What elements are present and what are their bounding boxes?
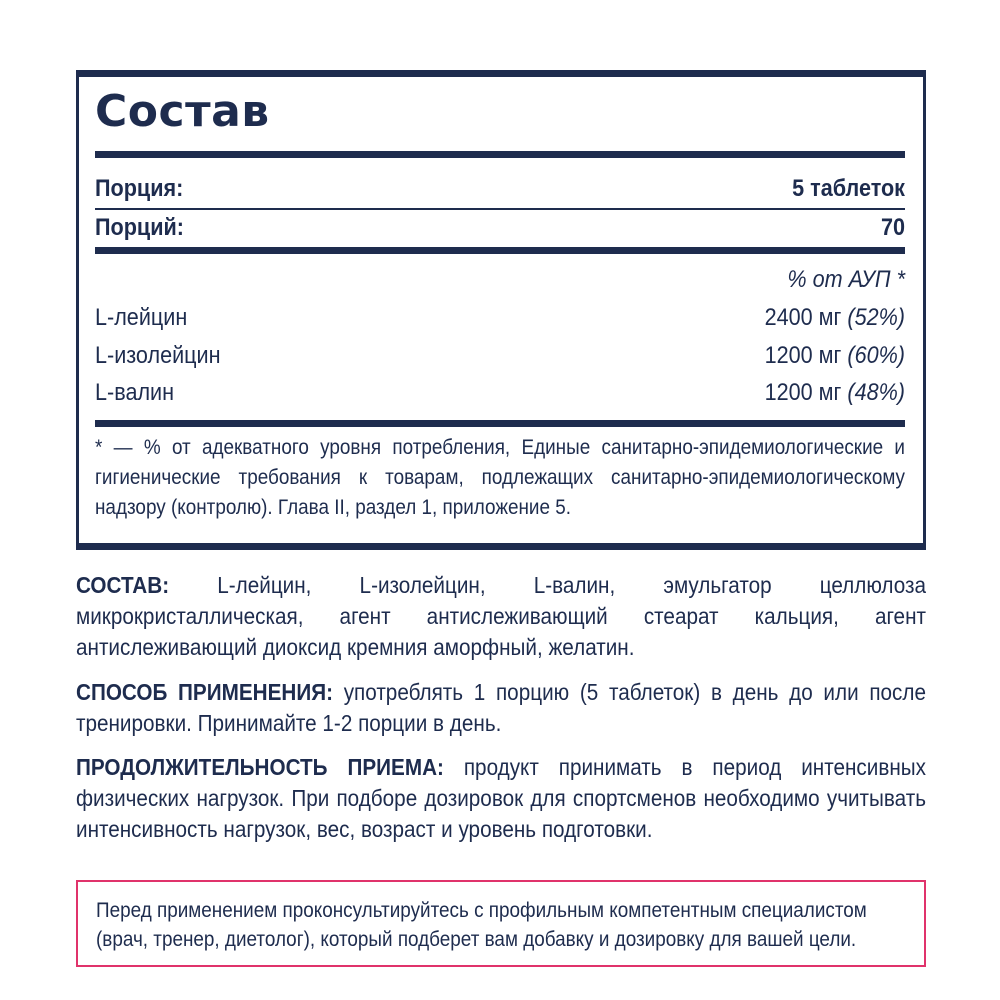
serving-value: 5 таблеток: [792, 175, 905, 202]
dv-header-row: [95, 263, 905, 297]
nutrient-row: [95, 301, 905, 335]
servings-value: 70: [880, 214, 905, 241]
nutrient-row: [95, 376, 905, 410]
servings-row: [95, 210, 905, 246]
nutrient-amount: 1200 мг: [764, 342, 842, 369]
consultation-notice: [76, 880, 926, 967]
nutrient-percent: (60%): [847, 342, 905, 369]
serving-row: [95, 171, 905, 207]
nutrient-amount: 1200 мг: [764, 379, 842, 406]
nutrient-name: L-лейцин: [95, 304, 188, 331]
servings-divider: [95, 247, 905, 254]
ingredients-text: L-лейцин, L-изолейцин, L-валин, эмульгатор целлюлоза микрокристаллическая, агент антислеживающий стеарат кальция, агент антислеживающий диоксид кремния аморфный, желатин.: [76, 572, 927, 660]
usage-label: СПОСОБ ПРИМЕНЕНИЯ:: [76, 679, 334, 705]
title-divider: [95, 151, 905, 158]
serving-label: Порция:: [95, 175, 184, 202]
nutrient-value: [765, 379, 905, 407]
ingredients-label: СОСТАВ:: [76, 572, 170, 598]
footnote: * — % от адекватного уровня потребления, Единые санитарно-эпидемиологические и гигиенические требования к товарам, подлежащих санитарно-эпидемиологическому надзору (контролю). Глава II, раздел 1, приложение 5.: [95, 436, 905, 519]
nutrient-percent: (48%): [847, 379, 905, 406]
servings-label: Порций:: [95, 214, 184, 241]
nutrient-name: L-изолейцин: [95, 342, 221, 369]
nutrient-row: [95, 339, 905, 373]
usage-text: употреблять 1 порцию (5 таблеток) в день до или после тренировки. Принимайте 1-2 порции в день.: [76, 679, 926, 736]
nutrient-value: [765, 304, 905, 332]
dv-header: % от АУП *: [787, 266, 905, 293]
usage-paragraph: [76, 677, 926, 739]
nutrient-name: L-валин: [95, 379, 175, 406]
nutrient-value: [765, 342, 905, 370]
duration-text: продукт принимать в период интенсивных физических нагрузок. При подборе дозировок для спортсменов необходимо учитывать интенсивность нагрузок, вес, возраст и уровень подготовки.: [76, 754, 927, 842]
duration-paragraph: [76, 752, 926, 845]
ingredients-paragraph: [76, 570, 926, 663]
nutrient-percent: (52%): [847, 304, 905, 331]
composition-panel: [76, 70, 926, 550]
panel-title: Состав: [95, 86, 270, 137]
duration-label: ПРОДОЛЖИТЕЛЬНОСТЬ ПРИЕМА:: [76, 754, 444, 780]
notice-text: Перед применением проконсультируйтесь с профильным компетентным специалистом (врач, тренер, диетолог), который подберет вам добавку и дозировку для вашей цели.: [96, 899, 867, 951]
nutrient-amount: 2400 мг: [764, 304, 842, 331]
nutrients-divider: [95, 420, 905, 427]
